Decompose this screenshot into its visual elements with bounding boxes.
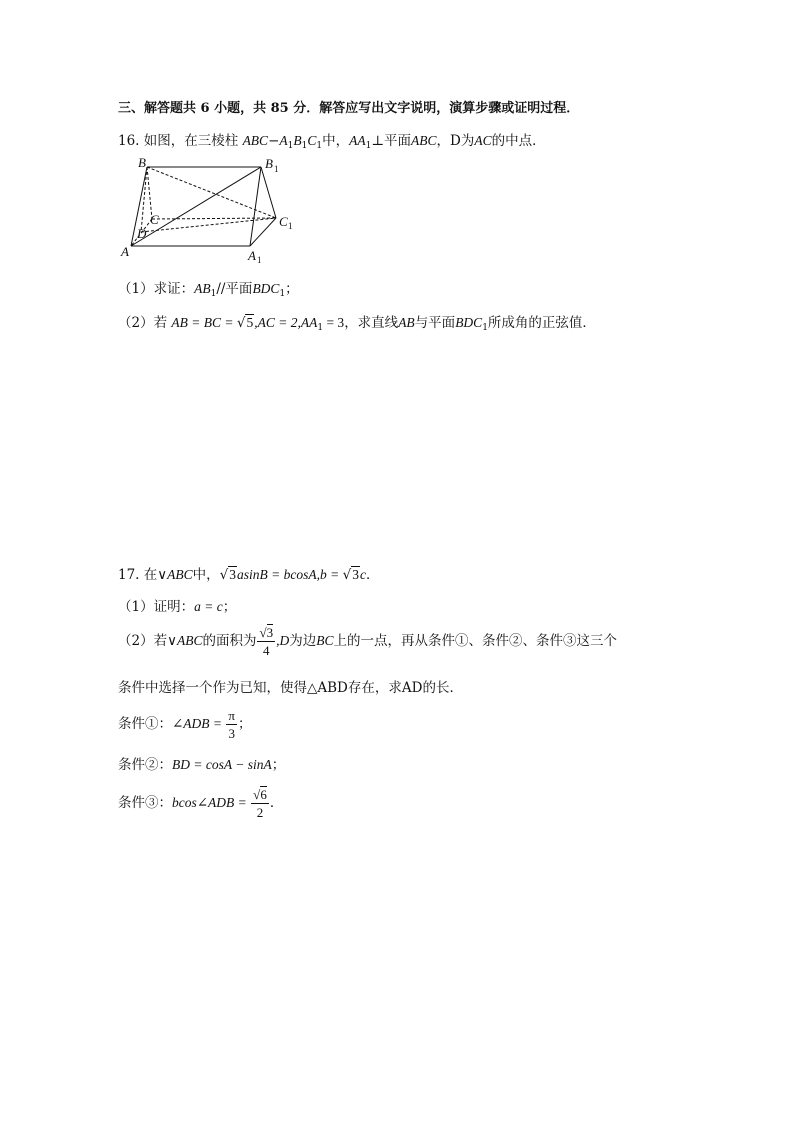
q16-part1: （1）求证：$AB_1//$平面$BDC_1$； — [118, 281, 299, 299]
label-a: A — [121, 244, 129, 259]
q16-part2: （2）若 AB = BC = $√5,AC = 2,AA_1 = 3$，求直线AB与平面$BDC_1$所成角的正弦值． — [118, 315, 596, 333]
q17-condition-3: 条件③：bcos∠ADB = $\frac{√6}{2}$ ． — [118, 787, 284, 820]
sqrt-5: √5 — [236, 315, 254, 331]
edge-a-b1 — [131, 167, 261, 246]
q17-condition-2: 条件②：BD = cosA − sinA； — [118, 757, 286, 773]
label-a1: A — [248, 248, 256, 263]
prism-figure — [118, 152, 308, 267]
q17-part1: （1）证明：a = c； — [118, 599, 237, 615]
label-b1: B — [265, 156, 273, 171]
svg-text:1: 1 — [257, 255, 262, 265]
label-c1: C — [279, 214, 288, 229]
dash-b-c1 — [147, 167, 276, 218]
edge-b1-a1 — [250, 167, 261, 246]
svg-text:1: 1 — [288, 221, 293, 231]
label-d: D — [137, 226, 147, 241]
svg-text:1: 1 — [274, 164, 279, 174]
q16-stem: 16. 如图，在三棱柱 $ABC-A_1B_1C_1$中，$AA_1\perp$平面ABC，D为AC的中点． — [118, 133, 546, 151]
q17-part2: （2）若∨ABC的面积为 $\frac{√3}{4}$ ,D为边BC上的一点，再从条件①、条件②、条件③这三个 — [118, 625, 618, 658]
edge-c1-a1 — [250, 218, 276, 246]
dash-b-d — [141, 167, 147, 232]
fraction-sqrt3-over-4: $\frac{√3}{4}$ — [259, 625, 274, 658]
label-c: C — [150, 212, 159, 227]
label-b: B — [138, 155, 146, 170]
edge-b1-c1 — [261, 167, 276, 218]
section-heading: 三、解答题共 6 小题，共 85 分．解答应写出文字说明，演算步骤或证明过程． — [118, 101, 580, 116]
q17-condition-1: 条件①：∠ADB = $\frac{\pi}{3}$ ； — [118, 708, 252, 741]
q17-stem: 17. 在∨ABC中，√3asinB = bcosA,b = √3c． — [118, 567, 380, 583]
dash-c-c1 — [152, 218, 276, 219]
dash-d-c1 — [141, 218, 276, 232]
q17-part2-line2: 条件中选择一个作为已知，使得△ABD存在，求AD的长． — [118, 680, 463, 696]
